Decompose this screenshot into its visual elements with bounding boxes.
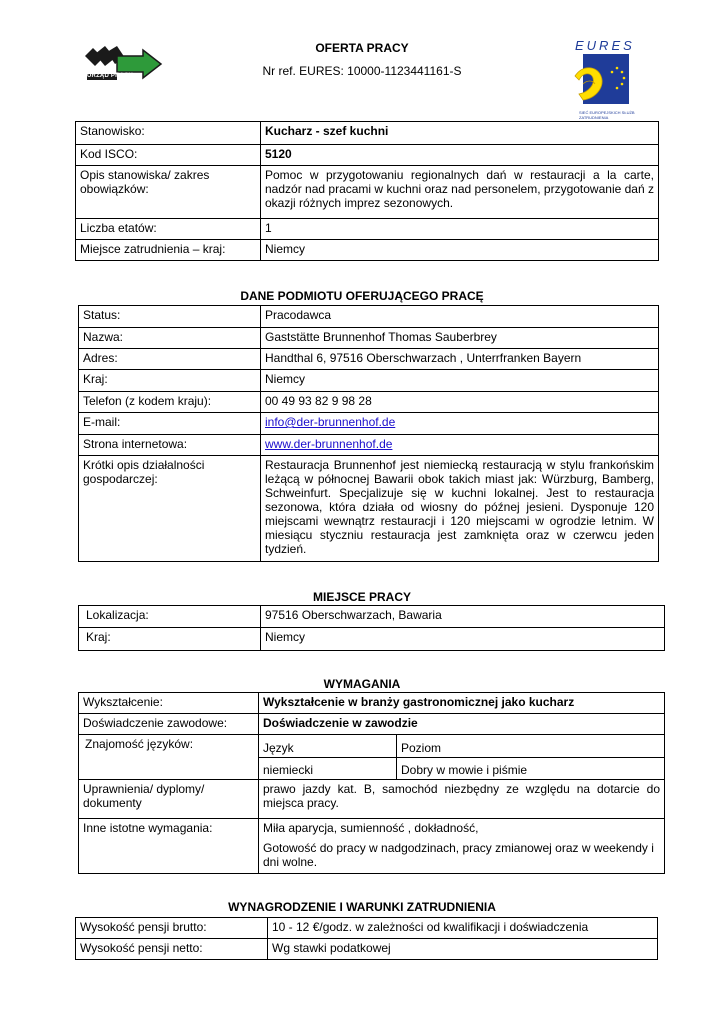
field-value: Wg stawki podatkowej — [268, 939, 658, 960]
other-requirement-2: Gotowość do pracy w nadgodzinach, pracy zmianowej oraz w weekendy i dni wolne. — [263, 841, 654, 869]
field-label: Doświadczenie zawodowe: — [79, 714, 259, 735]
field-value: Niemcy — [261, 370, 659, 392]
field-label: Krótki opis działalności gospodarczej: — [79, 456, 261, 562]
field-label: Status: — [79, 306, 261, 328]
salary-section-title: WYNAGRODZENIE I WARUNKI ZATRUDNIENIA — [228, 900, 496, 914]
field-value: Kucharz - szef kuchni — [261, 122, 659, 145]
field-label: Znajomość języków: — [79, 735, 259, 780]
requirements-table — [78, 692, 665, 874]
language-value: niemiecki — [259, 758, 397, 780]
table-row — [76, 219, 659, 240]
level-value: Dobry w mowie i piśmie — [397, 758, 665, 780]
table-row — [79, 735, 665, 758]
field-label: Inne istotne wymagania: — [79, 819, 259, 874]
level-header: Poziom — [397, 735, 665, 758]
website-link[interactable]: www.der-brunnenhof.de — [265, 437, 393, 451]
table-row — [79, 456, 659, 562]
field-label: Kraj: — [79, 370, 261, 392]
field-label: Uprawnienia/ dyplomy/ dokumenty — [79, 780, 259, 819]
field-value: Pomoc w przygotowaniu regionalnych dań w restauracji a la carte, nadzór nad pracami w kuchni oraz nad personelem, przygotowanie dań z okazji różnych imprez sezonowych. — [261, 166, 659, 219]
field-value — [259, 819, 665, 874]
table-row — [79, 714, 665, 735]
field-value: Wykształcenie w branży gastronomicznej jako kucharz — [259, 693, 665, 714]
field-value: Niemcy — [261, 240, 659, 261]
field-value: 10 - 12 €/godz. w zależności od kwalifikacji i doświadczenia — [268, 918, 658, 939]
field-value: 5120 — [261, 145, 659, 166]
field-value: 97516 Oberschwarzach, Bawaria — [261, 606, 665, 628]
language-header: Język — [259, 735, 397, 758]
field-value: Niemcy — [261, 628, 665, 651]
field-label: Stanowisko: — [76, 122, 261, 145]
table-row — [79, 435, 659, 456]
table-row — [79, 370, 659, 392]
position-table — [75, 121, 659, 261]
table-row — [76, 918, 658, 939]
email-link[interactable]: info@der-brunnenhof.de — [265, 415, 396, 429]
table-row — [76, 166, 659, 219]
field-label: Wykształcenie: — [79, 693, 259, 714]
table-row — [79, 413, 659, 435]
eures-logo-caption: SIEĆ EUROPEJSKICH SŁUŻB ZATRUDNIENIA — [579, 110, 635, 120]
employer-section-title: DANE PODMIOTU OFERUJĄCEGO PRACĘ — [240, 289, 484, 303]
field-value: Handthal 6, 97516 Oberschwarzach , Unterrfranken Bayern — [261, 349, 659, 370]
field-label: Adres: — [79, 349, 261, 370]
field-value: Restauracja Brunnenhof jest niemiecką restauracją w stylu frankońskim leżącą w północnej Bawarii obok takich miast jak: Würzburg, Bamberg, Schweinfurt. Specjalizuje się w kuchni lokalnej. Jest to restauracja sezonowa, która działa od wiosny do późnej jesieni. Dysponuje 120 miejscami wewnątrz restauracji i 120 miejscami w ogrodzie letnim. W miesiącu styczniu restauracja jest zamknięta oraz w czerwcu jeden tydzień. — [261, 456, 659, 562]
field-label: Liczba etatów: — [76, 219, 261, 240]
table-row — [76, 939, 658, 960]
field-label: Opis stanowiska/ zakres obowiązków: — [76, 166, 261, 219]
table-row — [79, 606, 665, 628]
field-value: Gaststätte Brunnenhof Thomas Sauberbrey — [261, 328, 659, 349]
table-row — [79, 306, 659, 328]
table-row — [76, 145, 659, 166]
requirements-section-title: WYMAGANIA — [323, 677, 401, 691]
field-label: Telefon (z kodem kraju): — [79, 392, 261, 413]
field-value: Pracodawca — [261, 306, 659, 328]
table-row — [79, 392, 659, 413]
table-row — [79, 349, 659, 370]
field-label: Strona internetowa: — [79, 435, 261, 456]
salary-table — [75, 917, 658, 960]
table-row — [79, 628, 665, 651]
field-label: Nazwa: — [79, 328, 261, 349]
field-value: Doświadczenie w zawodzie — [259, 714, 665, 735]
other-requirement-1: Miła aparycja, sumienność , dokładność, — [263, 821, 479, 835]
field-label: Kraj: — [79, 628, 261, 651]
workplace-section-title: MIEJSCE PRACY — [312, 590, 412, 604]
workplace-table — [78, 605, 665, 651]
field-value — [261, 435, 659, 456]
field-value — [261, 413, 659, 435]
field-value: 1 — [261, 219, 659, 240]
field-value: 00 49 93 82 9 98 28 — [261, 392, 659, 413]
table-row — [79, 693, 665, 714]
table-row — [76, 240, 659, 261]
table-row — [76, 122, 659, 145]
field-label: Lokalizacja: — [79, 606, 261, 628]
reference-number: Nr ref. EURES: 10000-1123441161-S — [262, 64, 462, 78]
field-value: prawo jazdy kat. B, samochód niezbędny ze względu na dotarcie do miejsca pracy. — [259, 780, 665, 819]
table-row — [79, 819, 665, 874]
table-row — [79, 328, 659, 349]
eures-logo-text: EURES — [575, 38, 635, 53]
field-label: Wysokość pensji brutto: — [76, 918, 268, 939]
field-label: E-mail: — [79, 413, 261, 435]
urzad-pracy-logo-text: URZĄD PRACY — [87, 73, 133, 79]
table-row — [79, 780, 665, 819]
employer-table — [78, 305, 659, 562]
field-label: Wysokość pensji netto: — [76, 939, 268, 960]
document-title: OFERTA PRACY — [315, 41, 409, 55]
field-label: Kod ISCO: — [76, 145, 261, 166]
field-label: Miejsce zatrudnienia – kraj: — [76, 240, 261, 261]
